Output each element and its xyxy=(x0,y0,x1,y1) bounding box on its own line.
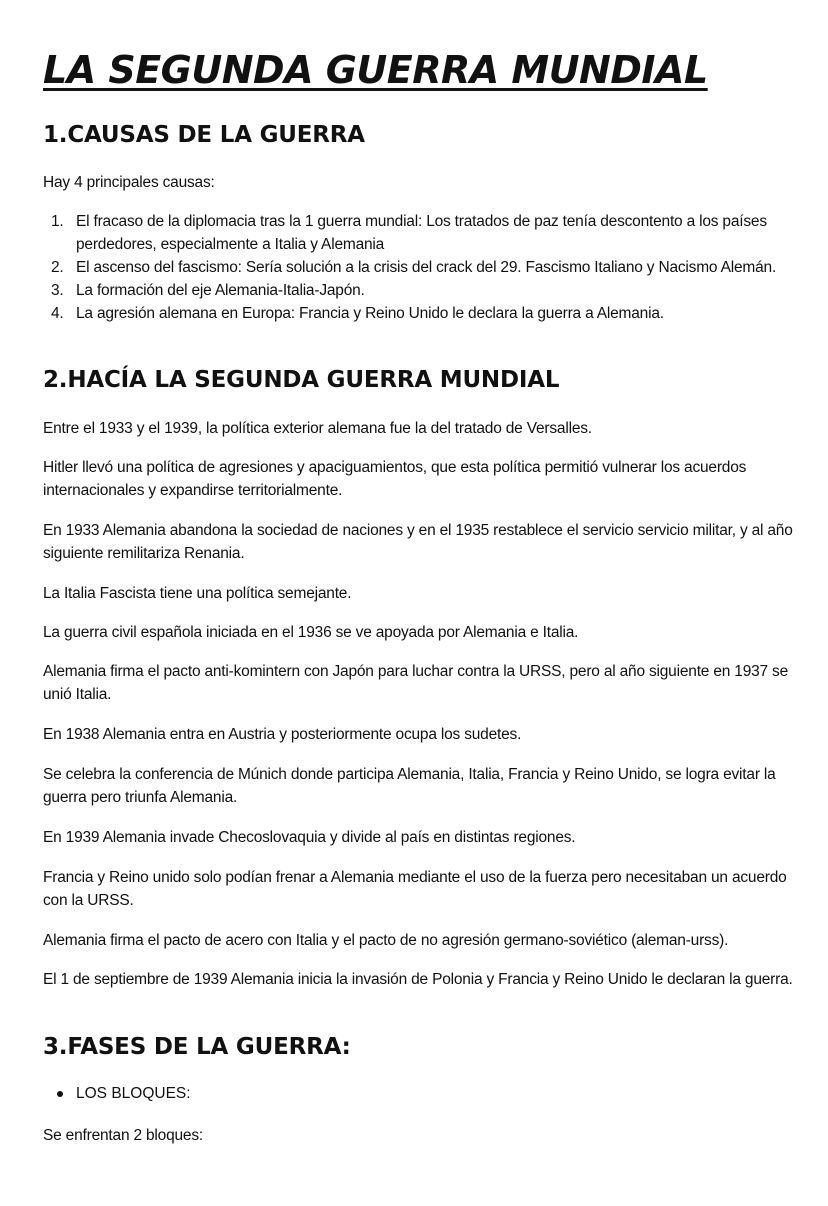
item-text: El fracaso de la diplomacia tras la 1 guerra mundial: Los tratados de paz tenía descontento a los países perdedores, especialmente a Italia y Alemania xyxy=(76,213,767,253)
paragraph: La guerra civil española iniciada en el 1936 se ve apoyada por Alemania e Italia. xyxy=(43,624,579,641)
item-number: 3. xyxy=(51,282,64,299)
item-text: La agresión alemana en Europa: Francia y Reino Unido le declara la guerra a Alemania. xyxy=(76,305,664,322)
section-1-intro: Hay 4 principales causas: xyxy=(43,174,215,191)
list-item xyxy=(43,1082,191,1105)
list-item xyxy=(43,302,803,325)
list-item xyxy=(43,256,803,279)
paragraph: En 1938 Alemania entra en Austria y posteriormente ocupa los sudetes. xyxy=(43,726,522,743)
item-number: 4. xyxy=(51,305,64,322)
item-text: LOS BLOQUES: xyxy=(76,1085,191,1102)
section-2-heading: 2.HACÍA LA SEGUNDA GUERRA MUNDIAL xyxy=(43,367,560,393)
section-1-heading: 1.CAUSAS DE LA GUERRA xyxy=(43,122,365,148)
paragraph: Alemania firma el pacto anti-komintern con Japón para luchar contra la URSS, pero al año siguiente en 1937 se unió Italia. xyxy=(43,663,789,703)
section-3-heading: 3.FASES DE LA GUERRA: xyxy=(43,1034,351,1060)
paragraph: Alemania firma el pacto de acero con Italia y el pacto de no agresión germano-soviético (aleman-urss). xyxy=(43,932,729,949)
document-title: LA SEGUNDA GUERRA MUNDIAL xyxy=(43,48,708,92)
list-item xyxy=(43,279,803,302)
item-number: 1. xyxy=(51,213,64,230)
bullet-icon xyxy=(57,1091,63,1097)
paragraph: Hitler llevó una política de agresiones y apaciguamientos, que esta política permitió vulnerar los acuerdos internacionales y expandirse territorialmente. xyxy=(43,459,747,499)
item-text: El ascenso del fascismo: Sería solución a la crisis del crack del 29. Fascismo Italiano y Nacismo Alemán. xyxy=(76,259,777,276)
paragraph: La Italia Fascista tiene una política semejante. xyxy=(43,585,352,602)
paragraph: En 1933 Alemania abandona la sociedad de naciones y en el 1935 restablece el servicio servicio militar, y al año siguiente remilitariza Renania. xyxy=(43,522,793,562)
paragraph: Se enfrentan 2 bloques: xyxy=(43,1127,203,1144)
item-number: 2. xyxy=(51,259,64,276)
paragraph: Se celebra la conferencia de Múnich donde participa Alemania, Italia, Francia y Reino Unido, se logra evitar la guerra pero triunfa Alemania. xyxy=(43,766,776,806)
list-item xyxy=(43,210,803,256)
paragraph: En 1939 Alemania invade Checoslovaquia y divide al país en distintas regiones. xyxy=(43,829,576,846)
causes-list xyxy=(43,210,803,325)
paragraph: El 1 de septiembre de 1939 Alemania inicia la invasión de Polonia y Francia y Reino Unido le declaran la guerra. xyxy=(43,971,793,988)
paragraph: Entre el 1933 y el 1939, la política exterior alemana fue la del tratado de Versalles. xyxy=(43,420,592,437)
phases-list xyxy=(43,1082,191,1105)
paragraph: Francia y Reino unido solo podían frenar a Alemania mediante el uso de la fuerza pero necesitaban un acuerdo con la URSS. xyxy=(43,869,787,909)
item-text: La formación del eje Alemania-Italia-Japón. xyxy=(76,282,365,299)
